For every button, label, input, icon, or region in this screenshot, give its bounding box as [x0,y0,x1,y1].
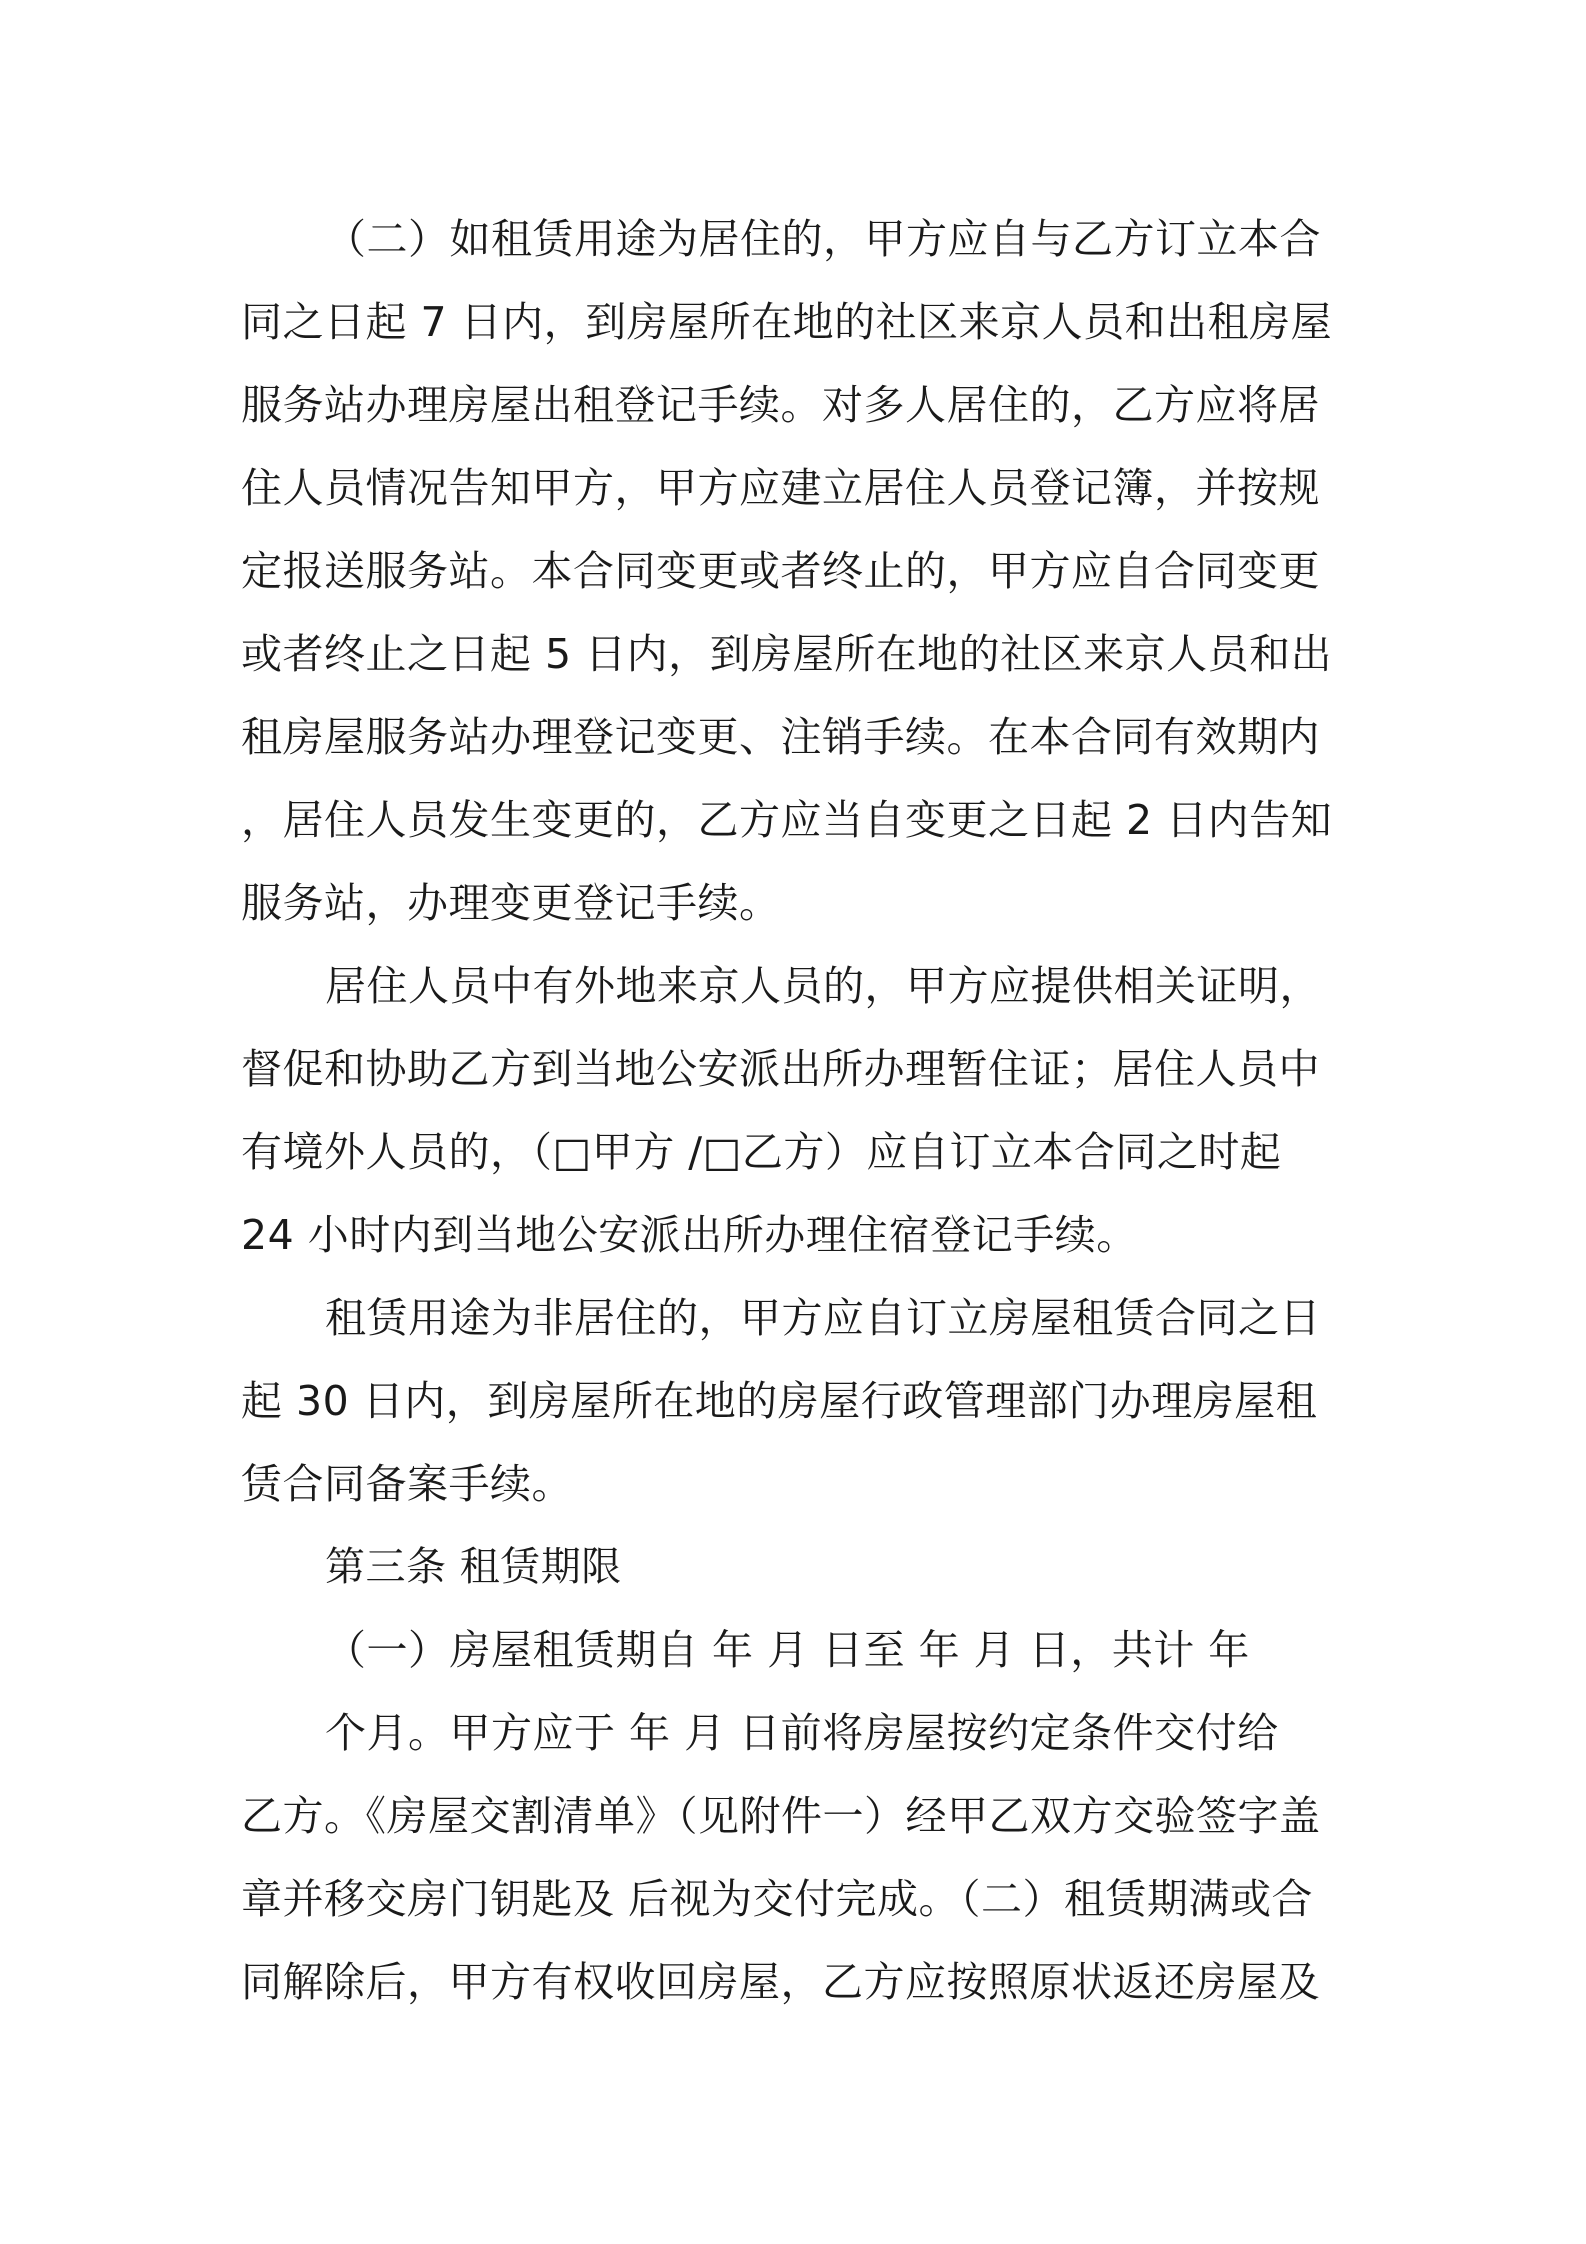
text-line: ，居住人员发生变更的，乙方应当自变更之日起 2 日内告知 [241,796,1333,844]
text-line: 同解除后，甲方有权收回房屋，乙方应按照原状返还房屋及 [241,1958,1320,2006]
text-line: 定报送服务站。本合同变更或者终止的，甲方应自合同变更 [241,547,1320,595]
text-line: 赁合同备案手续。 [241,1460,573,1508]
text-line: 个月。甲方应于 年 月 日前将房屋按约定条件交付给 [325,1709,1279,1757]
text-line: 有境外人员的，（□甲方 /□乙方）应自订立本合同之时起 [241,1128,1282,1176]
text-line: 租房屋服务站办理登记变更、注销手续。在本合同有效期内 [241,713,1320,761]
document-body [241,198,1359,2024]
text-line: 服务站，办理变更登记手续。 [241,879,781,927]
section-heading: 第三条 租赁期限 [325,1544,622,1590]
text-line: 住人员情况告知甲方，甲方应建立居住人员登记簿，并按规 [241,464,1320,512]
text-line: 租赁用途为非居住的，甲方应自订立房屋租赁合同之日 [325,1294,1321,1342]
text-line: 乙方。《房屋交割清单》（见附件一）经甲乙双方交验签字盖 [241,1792,1321,1840]
text-line: 24 小时内到当地公安派出所办理住宿登记手续。 [241,1211,1138,1259]
text-line: （一）房屋租赁期自 年 月 日至 年 月 日，共计 年 [325,1626,1250,1674]
text-line: （二）如租赁用途为居住的，甲方应自与乙方订立本合 [325,215,1321,263]
text-line: 或者终止之日起 5 日内，到房屋所在地的社区来京人员和出 [241,630,1333,678]
text-line: 服务站办理房屋出租登记手续。对多人居住的，乙方应将居 [241,381,1320,429]
text-line: 居住人员中有外地来京人员的，甲方应提供相关证明， [325,962,1321,1010]
text-line: 同之日起 7 日内，到房屋所在地的社区来京人员和出租房屋 [241,298,1333,346]
text-line: 督促和协助乙方到当地公安派出所办理暂住证；居住人员中 [241,1045,1320,1093]
text-line: 章并移交房门钥匙及 后视为交付完成。（二）租赁期满或合 [241,1875,1314,1923]
text-line: 起 30 日内，到房屋所在地的房屋行政管理部门办理房屋租 [241,1377,1318,1425]
